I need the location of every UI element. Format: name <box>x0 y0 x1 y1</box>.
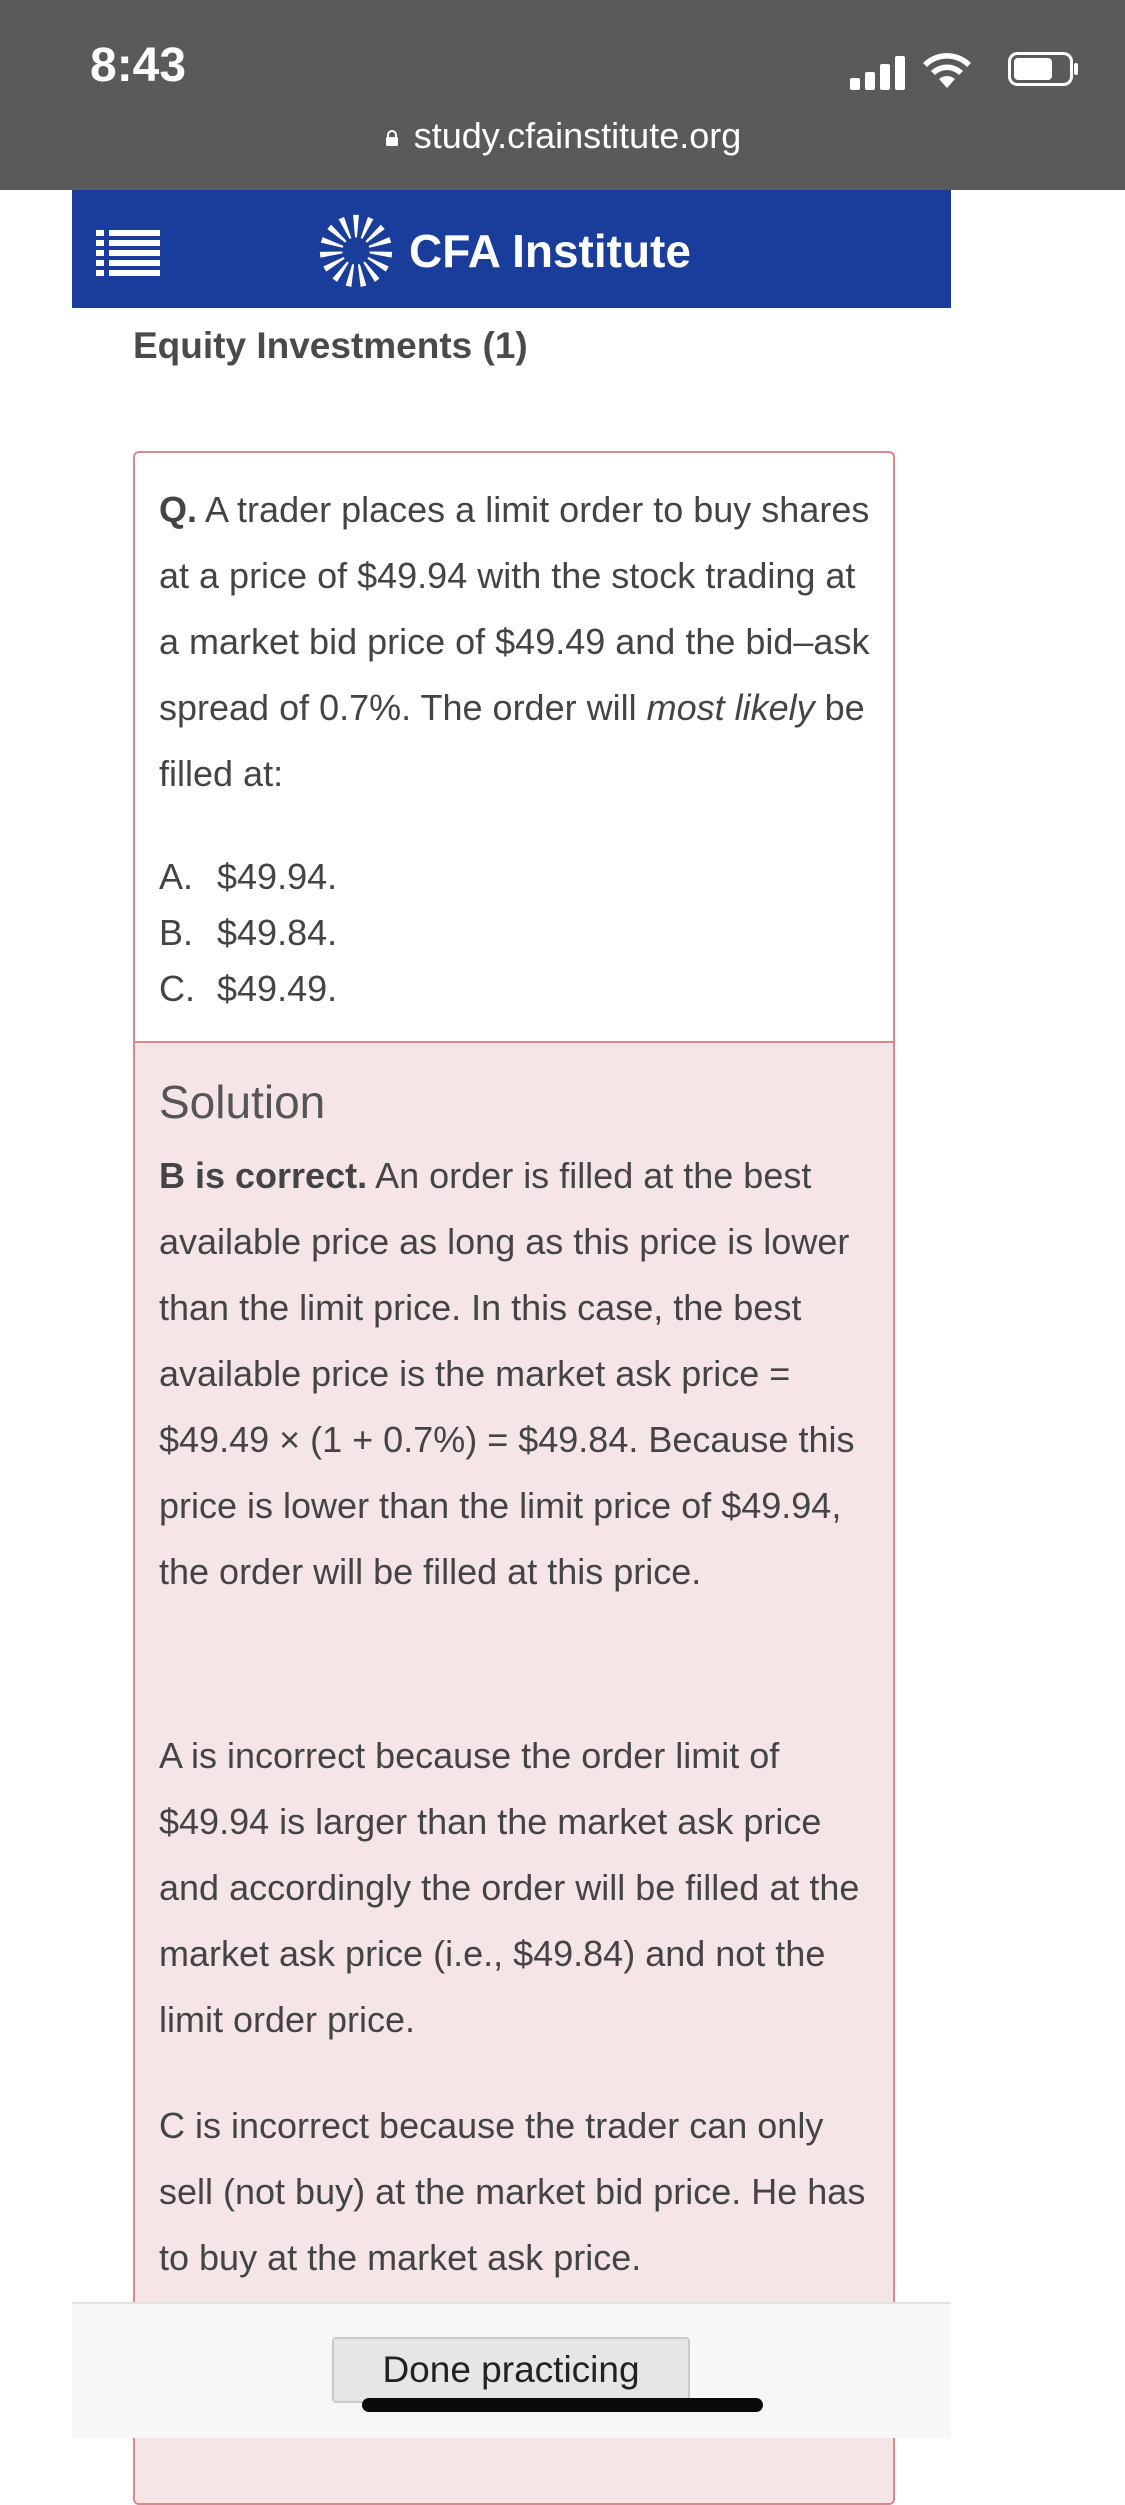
answer-letter: B. <box>159 912 194 953</box>
question-prefix: Q. <box>159 489 198 530</box>
status-time: 8:43 <box>90 39 187 92</box>
answer-text: $49.84. <box>217 912 338 953</box>
answer-list <box>159 849 871 1017</box>
correct-label: B is correct. <box>159 1155 368 1196</box>
answer-option[interactable] <box>159 961 871 1017</box>
solution-paragraph-c: C is incorrect because the trader can only sell (not buy) at the market bid price. He has to buy at the market ask price. <box>159 2105 866 2278</box>
status-icons <box>840 48 1080 88</box>
home-indicator[interactable] <box>362 2398 763 2412</box>
url-text: study.cfainstitute.org <box>413 115 742 156</box>
site-header <box>72 190 951 308</box>
question-body: A trader places a limit order to buy shares at a price of $49.94 with the stock trading at a market bid price of $49.49 and the bid–ask spread of 0.7%. The order will <box>159 489 870 728</box>
done-practicing-button[interactable]: Done practicing <box>332 2337 690 2403</box>
answer-option[interactable] <box>159 849 871 905</box>
solution-title: Solution <box>159 1076 326 1128</box>
bottom-bar <box>72 2302 951 2438</box>
answer-text: $49.94. <box>217 856 338 897</box>
answer-option[interactable] <box>159 905 871 961</box>
answer-letter: A. <box>159 856 194 897</box>
status-bar <box>0 0 1125 190</box>
wifi-icon <box>922 50 972 90</box>
solution-paragraph-a: A is incorrect because the order limit of $49.94 is larger than the market ask price and accordingly the order will be filled at the market ask price (i.e., $49.84) and not the limit order price. <box>159 1735 860 2040</box>
logo-text: CFA Institute <box>409 225 691 277</box>
lock-icon <box>384 130 400 146</box>
question-emphasis: most likely <box>646 687 815 728</box>
question-end: be filled at: <box>159 687 865 794</box>
answer-text: $49.49. <box>217 968 338 1009</box>
cellular-signal-icon <box>850 54 910 90</box>
address-bar[interactable] <box>0 115 1125 157</box>
question-card <box>133 451 895 2505</box>
solution-paragraph-correct <box>159 1143 871 1605</box>
solution-panel <box>135 1041 893 2505</box>
correct-explanation: An order is filled at the best available price as long as this price is lower than the limit price. In this case, the best available price is the market ask price = $49.49 × (1 + 0.7%) = $49.84. Because this price is lower than the limit price of $49.94, the order will be filled at this price. <box>159 1155 855 1592</box>
cfa-logo-mark-icon <box>317 212 395 290</box>
page-title: Equity Investments (1) <box>133 325 528 366</box>
battery-icon <box>1008 52 1080 86</box>
answer-letter: C. <box>159 968 195 1009</box>
question-text <box>159 477 871 807</box>
menu-icon[interactable] <box>96 230 160 276</box>
